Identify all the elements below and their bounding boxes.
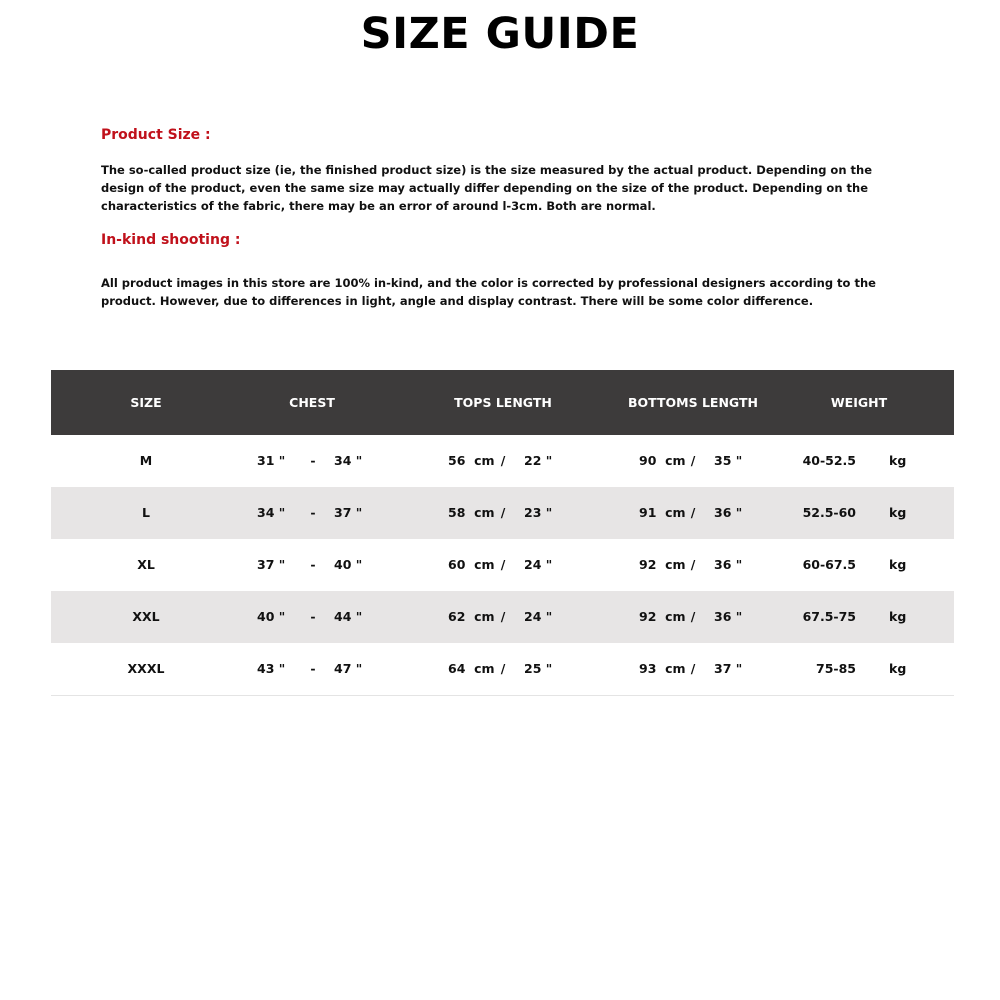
bottoms-length-separator: / (690, 557, 696, 572)
weight-unit: kg (889, 557, 907, 572)
size-cell: L (142, 505, 150, 520)
tops-length-in-cell: 24 " (524, 609, 553, 624)
chest-max-cell: 40 " (334, 557, 363, 572)
bottoms-length-in-cell: 35 " (714, 453, 743, 468)
column-header-bottoms-length: BOTTOMS LENGTH (628, 395, 758, 410)
product-size-heading: Product Size : (101, 127, 211, 143)
chest-min-cell: 34 " (257, 505, 286, 520)
tops-length-cm-cell: 56 cm (448, 453, 495, 468)
table-row (51, 591, 954, 643)
bottoms-length-cm-cell: 92 cm (639, 609, 686, 624)
weight-unit: kg (889, 505, 907, 520)
weight-cell: 52.5-60 (802, 505, 856, 520)
chest-max-cell: 34 " (334, 453, 363, 468)
tops-length-cm-cell: 64 cm (448, 661, 495, 676)
chest-min-cell: 31 " (257, 453, 286, 468)
chest-range-separator: - (310, 453, 316, 468)
bottoms-length-cm-cell: 92 cm (639, 557, 686, 572)
tops-length-separator: / (500, 453, 506, 468)
size-table (51, 370, 954, 696)
column-header-size: SIZE (130, 395, 162, 410)
tops-length-in-cell: 22 " (524, 453, 553, 468)
tops-length-separator: / (500, 661, 506, 676)
bottoms-length-separator: / (690, 609, 696, 624)
tops-length-separator: / (500, 557, 506, 572)
tops-length-cm-cell: 62 cm (448, 609, 495, 624)
chest-max-cell: 47 " (334, 661, 363, 676)
chest-min-cell: 40 " (257, 609, 286, 624)
weight-cell: 67.5-75 (802, 609, 856, 624)
bottoms-length-cm-cell: 90 cm (639, 453, 686, 468)
chest-min-cell: 37 " (257, 557, 286, 572)
page-title: SIZE GUIDE (360, 9, 640, 59)
bottoms-length-in-cell: 36 " (714, 609, 743, 624)
size-cell: M (139, 453, 153, 468)
weight-unit: kg (889, 661, 907, 676)
tops-length-separator: / (500, 505, 506, 520)
table-row (51, 643, 954, 696)
bottoms-length-in-cell: 36 " (714, 505, 743, 520)
chest-min-cell: 43 " (257, 661, 286, 676)
weight-cell: 75-85 (816, 661, 856, 676)
tops-length-cm-cell: 60 cm (448, 557, 495, 572)
tops-length-separator: / (500, 609, 506, 624)
size-cell: XXL (132, 609, 160, 624)
size-cell: XL (137, 557, 155, 572)
bottoms-length-separator: / (690, 505, 696, 520)
chest-max-cell: 37 " (334, 505, 363, 520)
weight-unit: kg (889, 453, 907, 468)
tops-length-cm-cell: 58 cm (448, 505, 495, 520)
chest-range-separator: - (310, 557, 316, 572)
bottoms-length-in-cell: 36 " (714, 557, 743, 572)
bottoms-length-separator: / (690, 453, 696, 468)
chest-range-separator: - (310, 505, 316, 520)
table-row (51, 435, 954, 487)
product-size-description: The so-called product size (ie, the finished product size) is the size measured by the actual product. Depending on the design of the product, even the same size may actually differ depending on the size of the product. Depending on the characteristics of the fabric, there may be an error of around l-3cm. Both are normal. (101, 163, 873, 213)
chest-range-separator: - (310, 609, 316, 624)
column-header-weight: WEIGHT (830, 395, 888, 410)
tops-length-in-cell: 25 " (524, 661, 553, 676)
tops-length-in-cell: 23 " (524, 505, 553, 520)
size-table-header (51, 370, 954, 435)
table-row (51, 539, 954, 591)
bottoms-length-in-cell: 37 " (714, 661, 743, 676)
bottoms-length-cm-cell: 93 cm (639, 661, 686, 676)
column-header-tops-length: TOPS LENGTH (454, 395, 552, 410)
bottoms-length-cm-cell: 91 cm (639, 505, 686, 520)
chest-max-cell: 44 " (334, 609, 363, 624)
weight-cell: 60-67.5 (802, 557, 856, 572)
bottoms-length-separator: / (690, 661, 696, 676)
table-row (51, 487, 954, 539)
size-cell: XXXL (127, 661, 165, 676)
weight-cell: 40-52.5 (802, 453, 856, 468)
chest-range-separator: - (310, 661, 316, 676)
in-kind-shooting-heading: In-kind shooting : (101, 232, 241, 248)
tops-length-in-cell: 24 " (524, 557, 553, 572)
weight-unit: kg (889, 609, 907, 624)
in-kind-shooting-description: All product images in this store are 100% in-kind, and the color is corrected by professional designers according to the product. However, due to differences in light, angle and display contrast. There will be some color difference. (101, 276, 876, 308)
column-header-chest: CHEST (289, 395, 335, 410)
